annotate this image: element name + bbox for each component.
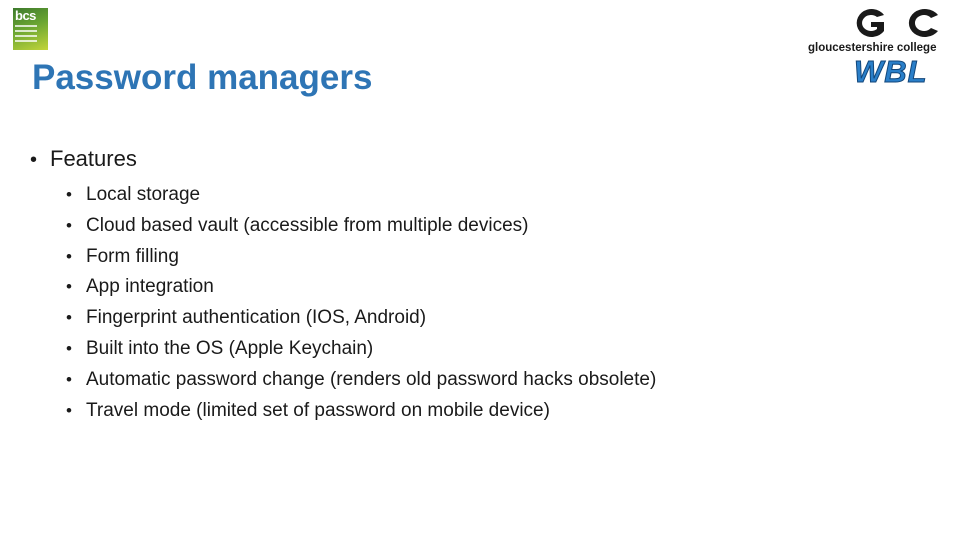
slide-title: Password managers	[32, 58, 373, 97]
list-item	[66, 246, 930, 277]
bullet-icon: •	[30, 149, 38, 171]
list-item	[66, 276, 930, 307]
list-item-text: Automatic password change (renders old password hacks obsolete)	[86, 368, 657, 390]
list-item	[66, 307, 930, 338]
bullet-icon: •	[66, 369, 72, 389]
list-item	[66, 369, 930, 400]
bullet-icon: •	[66, 400, 72, 420]
gloucestershire-college-logo	[800, 4, 950, 94]
list-item-text: Form filling	[86, 245, 179, 267]
bullet-icon: •	[66, 308, 72, 328]
list-item-text: Local storage	[86, 184, 201, 205]
college-name: gloucestershire college	[808, 42, 937, 54]
bcs-logo-tagline	[15, 25, 37, 45]
list-item-text: App integration	[86, 276, 214, 298]
list-item-text: Built into the OS (Apple Keychain)	[86, 337, 374, 359]
wbl-logo-text: WBL	[854, 54, 928, 89]
features-heading: Features	[50, 146, 137, 171]
list-item-text: Fingerprint authentication (IOS, Android)	[86, 307, 427, 329]
bullet-icon: •	[66, 277, 72, 297]
bullet-icon: •	[66, 338, 72, 358]
bcs-logo	[13, 8, 48, 50]
list-item-text: Cloud based vault (accessible from multiple devices)	[86, 214, 529, 236]
bullet-icon: •	[66, 185, 72, 204]
bullet-icon: •	[66, 246, 72, 266]
bullet-icon: •	[66, 215, 72, 235]
gc-logo-mark	[840, 6, 940, 40]
features-list	[66, 184, 930, 430]
slide-content	[30, 146, 930, 430]
list-item	[66, 215, 930, 246]
features-bullet	[30, 146, 930, 180]
bcs-logo-text: bcs	[15, 8, 36, 23]
list-item	[66, 338, 930, 369]
list-item	[66, 400, 930, 431]
list-item-text: Travel mode (limited set of password on mobile device)	[86, 399, 550, 421]
list-item	[66, 184, 930, 215]
